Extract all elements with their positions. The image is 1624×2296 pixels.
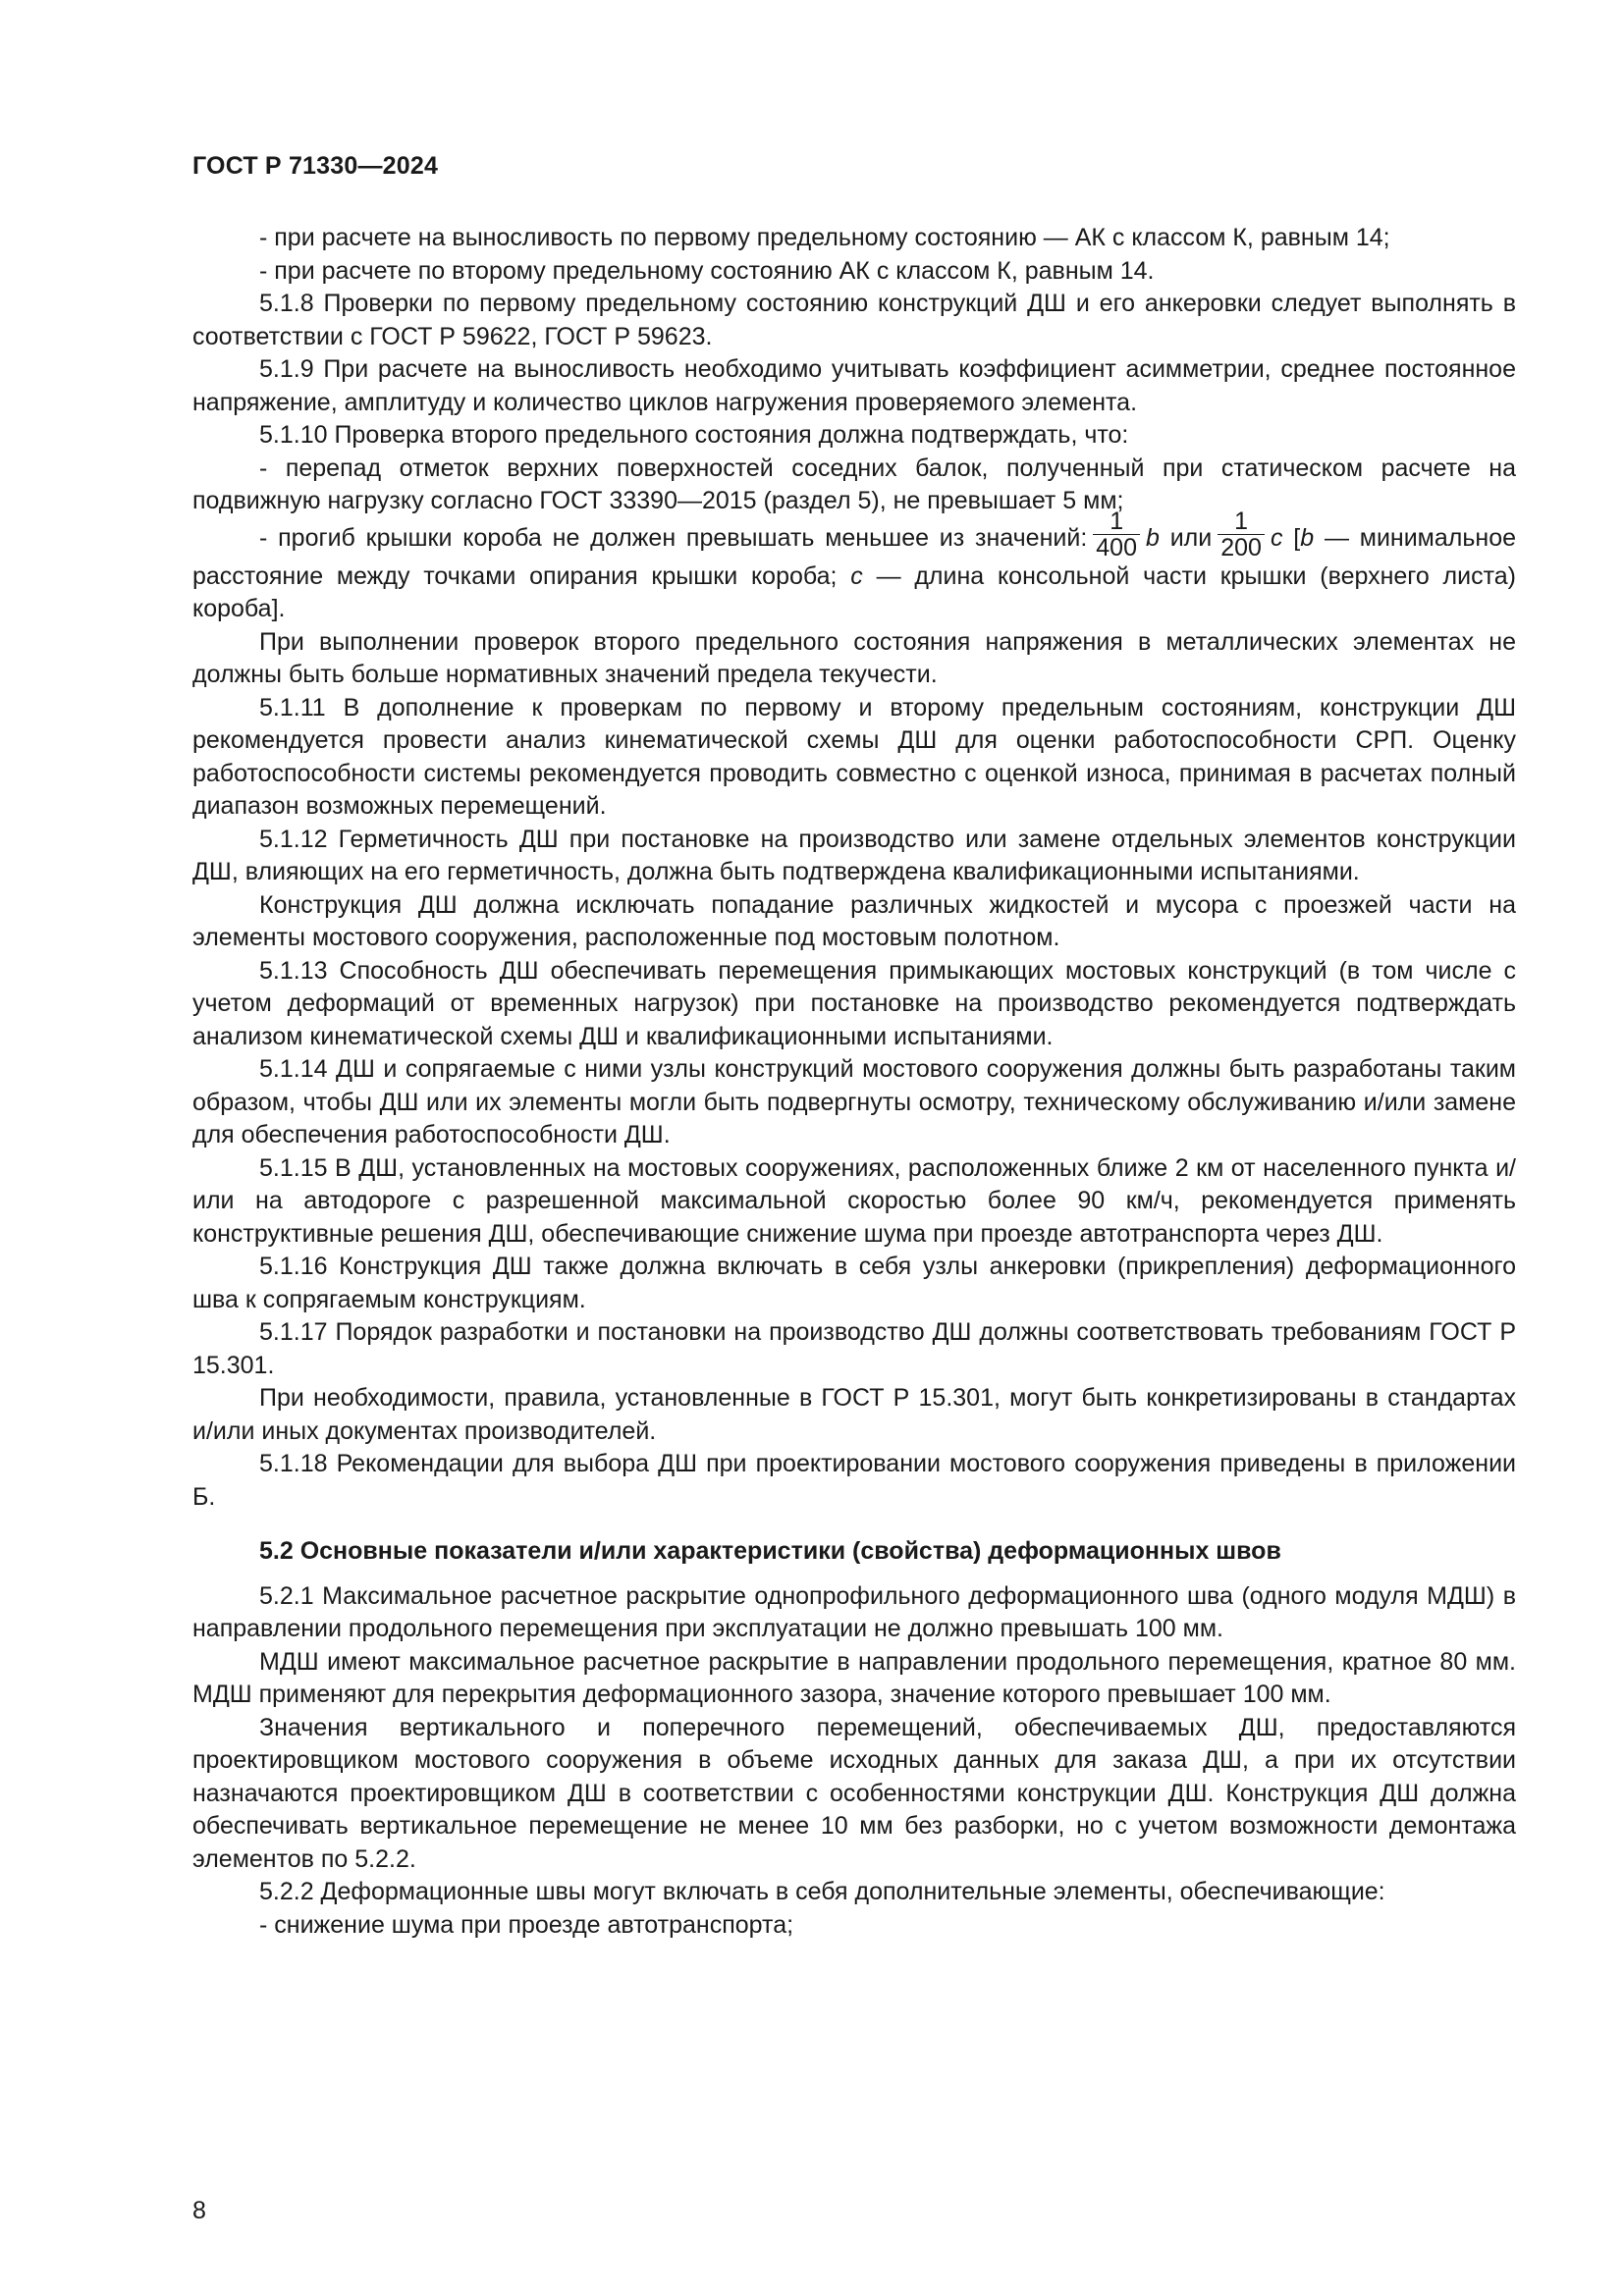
paragraph-5-1-10: 5.1.10 Проверка второго предельного состояния должна подтверждать, что: (259, 421, 1129, 449)
paragraph-5-1-15: 5.1.15 В ДШ, установленных на мостовых сооружениях, расположенных ближе 2 км от населенного пункта и/или на автодороге с разрешенной максимальной скоростью более 90 км/ч, рекомендуется применять конструктивные решения ДШ, обеспечивающие снижение шума при проезде автотранспорта через ДШ. (192, 1153, 1516, 1248)
paragraph: При необходимости, правила, установленные в ГОСТ Р 15.301, могут быть конкретизированы в стандартах и/или иных документах производителей. (192, 1384, 1516, 1445)
variable-c: c (850, 561, 863, 590)
list-item: - при расчете по второму предельному состоянию АК с классом К, равным 14. (259, 256, 1155, 285)
list-item-deflection: - прогиб крышки короба не должен превышать меньшее из значений: $\frac{1}{400}$ b или $\frac{1}{200}$ c [b — минимальное расстояние между точками опирания крышки короба; c — длина консольной части крышки (верхнего листа) короба]. (192, 507, 1516, 622)
list-item: - перепад отметок верхних поверхностей соседних балок, полученный при статическом расчете на подвижную нагрузку согласно ГОСТ 33390—2015 (раздел 5), не превышает 5 мм; (192, 454, 1516, 514)
paragraph-5-1-8: 5.1.8 Проверки по первому предельному состоянию конструкций ДШ и его анкеровки следует выполнять в соответствии с ГОСТ Р 59622, ГОСТ Р 59623. (192, 290, 1516, 350)
paragraph-5-1-9: 5.1.9 При расчете на выносливость необходимо учитывать коэффициент асимметрии, среднее постоянное напряжение, амплитуду и количество циклов нагружения проверяемого элемента. (192, 355, 1516, 416)
variable-c: c (1270, 523, 1283, 552)
paragraph: Значения вертикального и поперечного перемещений, обеспечиваемых ДШ, предоставляются проектировщиком мостового сооружения в объеме исходных данных для заказа ДШ, а при их отсутствии назначаются проектировщиком ДШ в соответствии с особенностями конструкции ДШ. Конструкция ДШ должна обеспечивать вертикальное перемещение не менее 10 мм без разборки, но с учетом возможности демонтажа элементов по 5.2.2. (192, 1713, 1516, 1873)
section-heading-5-2: 5.2 Основные показатели и/или характеристики (свойства) деформационных швов (259, 1537, 1281, 1565)
fraction-1-200: $\frac{1}{200}$ (1218, 508, 1265, 561)
fraction-1-400: $\frac{1}{400}$ (1093, 508, 1140, 561)
deflection-text: - прогиб крышки короба не должен превышать меньшее из значений: (259, 523, 1088, 552)
list-item: - снижение шума при проезде автотранспорта; (259, 1910, 794, 1939)
document-body (192, 222, 1516, 1942)
page-number: 8 (192, 2197, 206, 2224)
paragraph-5-1-18: 5.1.18 Рекомендации для выбора ДШ при проектировании мостового сооружения приведены в приложении Б. (192, 1450, 1516, 1511)
list-item: - при расчете на выносливость по первому предельному состоянию — АК с классом К, равным 14; (259, 224, 1390, 251)
paragraph-5-2-2: 5.2.2 Деформационные швы могут включать в себя дополнительные элементы, обеспечивающие: (259, 1878, 1385, 1905)
paragraph-5-1-14: 5.1.14 ДШ и сопрягаемые с ними узлы конструкций мостового сооружения должны быть разработаны таким образом, чтобы ДШ или их элементы могли быть подвергнуты осмотру, техническому обслуживанию и/или замене для обеспечения работоспособности ДШ. (192, 1055, 1516, 1148)
paragraph-5-1-17: 5.1.17 Порядок разработки и постановки на производство ДШ должны соответствовать требованиям ГОСТ Р 15.301. (192, 1318, 1516, 1379)
document-header: ГОСТ Р 71330—2024 (192, 152, 439, 180)
paragraph: При выполнении проверок второго предельного состояния напряжения в металлических элементах не должны быть больше нормативных значений предела текучести. (192, 627, 1516, 688)
paragraph-5-2-1: 5.2.1 Максимальное расчетное раскрытие однопрофильного деформационного шва (одного модуля МДШ) в направлении продольного перемещения при эксплуатации не должно превышать 100 мм. (192, 1581, 1516, 1642)
paragraph-5-1-12: 5.1.12 Герметичность ДШ при постановке на производство или замене отдельных элементов конструкции ДШ, влияющих на его герметичность, должна быть подтверждена квалификационными испытаниями. (192, 825, 1516, 885)
paragraph-5-1-16: 5.1.16 Конструкция ДШ также должна включать в себя узлы анкеровки (прикрепления) деформационного шва к сопрягаемым конструкциям. (192, 1253, 1516, 1313)
paragraph: Конструкция ДШ должна исключать попадание различных жидкостей и мусора с проезжей части на элементы мостового сооружения, расположенные под мостовым полотном. (192, 890, 1516, 951)
paragraph: МДШ имеют максимальное расчетное раскрытие в направлении продольного перемещения, кратное 80 мм. МДШ применяют для перекрытия деформационного зазора, значение которого превышает 100 мм. (192, 1647, 1516, 1708)
paragraph-5-1-11: 5.1.11 В дополнение к проверкам по первому и второму предельным состояниям, конструкции ДШ рекомендуется провести анализ кинематической схемы ДШ для оценки работоспособности СРП. Оценку работоспособности системы рекомендуется проводить совместно с оценкой износа, принимая в расчетах полный диапазон возможных перемещений. (192, 693, 1516, 820)
variable-b: b (1146, 523, 1160, 552)
variable-b: b (1300, 523, 1315, 552)
paragraph-5-1-13: 5.1.13 Способность ДШ обеспечивать перемещения примыкающих мостовых конструкций (в том числе с учетом деформаций от временных нагрузок) при постановке на производство рекомендуется подтверждать анализом кинематической схемы ДШ и квалификационными испытаниями. (192, 956, 1516, 1050)
